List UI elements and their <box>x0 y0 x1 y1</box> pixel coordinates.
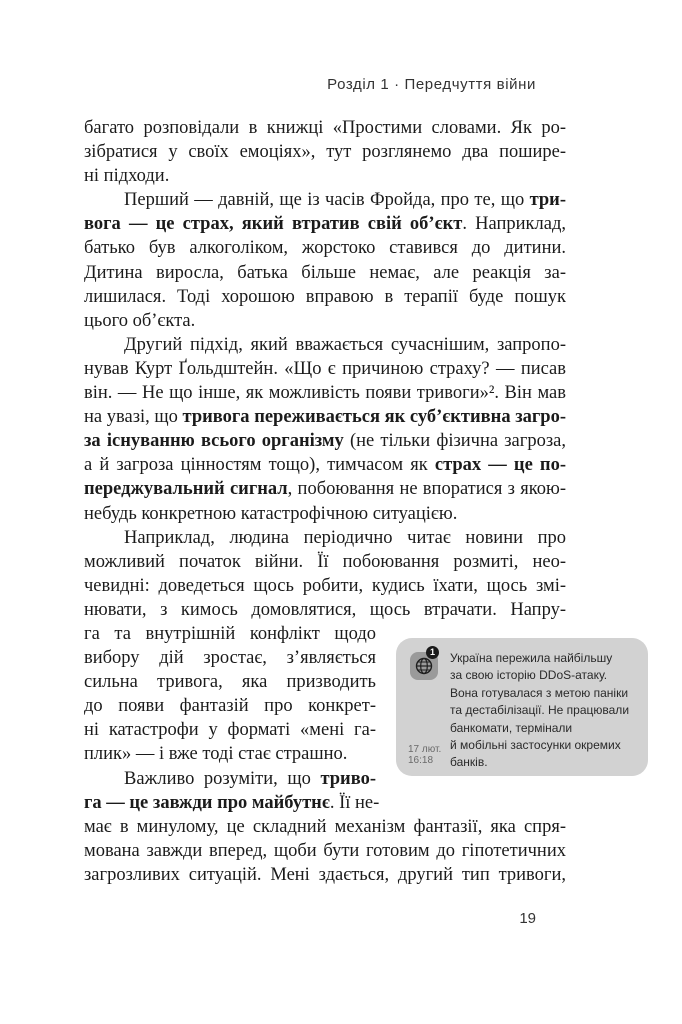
text-run: цього об’єкта. <box>84 310 196 331</box>
text-line <box>84 742 376 766</box>
text-run: багато розповідали в книжці «Простими словами. Як ро- <box>84 118 566 138</box>
text-run: лишилася. Тоді хорошою вправою в терапії буде пошук <box>84 286 566 307</box>
notification-time: 16:18 <box>408 755 434 766</box>
bold-phrase: га — це завжди про майбутнє <box>84 792 330 813</box>
text-run: ні катастрофи у форматі «мені га- <box>84 720 376 741</box>
notification-line: й мобільні застосунки окремих <box>450 738 621 753</box>
bold-phrase: три- <box>529 190 566 211</box>
notification-timestamp <box>408 744 441 766</box>
text-run: мована завжди вперед, щоби бути готовим до гіпотетичних <box>84 841 566 862</box>
text-run: га та внутрішній конфлікт щодо <box>84 624 376 644</box>
text-line <box>84 116 566 140</box>
notification-line: та дестабілізації. Не працювали <box>450 703 630 718</box>
body-text-top <box>84 116 566 622</box>
text-line <box>84 212 566 236</box>
text-line <box>84 381 566 405</box>
text-run: зібратися у своїх емоціях», тут розглянемо два пошире- <box>84 142 566 163</box>
bold-phrase: тривога переживається як суб’єктивна загро- <box>182 407 566 428</box>
text-run: (не тільки фізична загроза, <box>343 431 566 452</box>
notification-line: за свою історію DDoS-атаку. <box>450 668 608 683</box>
news-notification-card <box>396 638 648 776</box>
bold-phrase: вога — це страх, який втратив свій об’єкт <box>84 214 463 235</box>
text-run: загрозливих ситуацій. Мені здається, другий тип тривоги, <box>84 865 566 886</box>
text-line <box>84 429 566 453</box>
text-run: . Її не- <box>329 792 380 813</box>
text-line <box>84 285 566 309</box>
text-run: батько був алкоголіком, жорстоко ставився до дитини. <box>84 238 566 259</box>
text-line <box>84 333 566 357</box>
text-line <box>84 261 566 285</box>
text-line <box>84 598 566 622</box>
text-run: Дитина виросла, батька більше немає, але реакція за- <box>84 262 566 283</box>
text-run: на увазі, що <box>84 407 183 428</box>
text-run: сильна тривога, яка призводить <box>84 672 376 693</box>
text-line <box>84 140 566 164</box>
text-run: можливий початок війни. Її побоювання розмиті, нео- <box>84 551 566 572</box>
text-line <box>84 502 566 526</box>
text-line <box>84 791 380 815</box>
text-run: небудь конкретною катастрофічною ситуацією. <box>84 503 458 524</box>
text-run: Перший — давній, ще із часів Фройда, про те, що <box>124 190 530 211</box>
running-header: Розділ 1 · Передчуття війни <box>327 76 536 93</box>
notification-message <box>450 650 640 772</box>
text-line <box>84 815 566 839</box>
text-line <box>84 694 376 718</box>
bold-phrase: за існуванню всього організму <box>84 431 344 452</box>
text-line <box>84 622 376 646</box>
text-run: Другий підхід, який вважається сучаснішим, запропо- <box>124 334 566 355</box>
text-line <box>84 574 566 598</box>
text-line <box>84 477 566 501</box>
text-run: нювати, з кимось домовлятися, щось втрачати. Напру- <box>84 599 566 620</box>
text-run: плик» — і вже тоді стає страшно. <box>84 744 348 765</box>
text-run: ні підходи. <box>84 166 170 187</box>
text-run: . Наприклад, <box>462 214 566 235</box>
text-line <box>84 453 566 477</box>
page-number: 19 <box>519 910 536 927</box>
text-run: Наприклад, людина періодично читає новини про <box>124 527 566 548</box>
body-text-bottom <box>84 815 566 887</box>
text-run: він. — Не що інше, як можливість появи тривоги»². Він мав <box>84 383 566 404</box>
text-line <box>84 188 566 212</box>
text-run: до появи фантазій про конкрет- <box>84 696 376 717</box>
notification-count-badge: 1 <box>426 646 439 659</box>
notification-line: Вона готувалася з метою паніки <box>450 685 629 700</box>
text-line <box>84 309 566 333</box>
notification-line: банкомати, термінали <box>450 720 573 735</box>
text-run: має в минулому, це складний механізм фантазії, яка спря- <box>84 817 566 837</box>
text-line <box>84 550 566 574</box>
notification-line: Україна пережила найбільшу <box>450 651 613 665</box>
text-run: а й загроза цінностям тощо), тимчасом як <box>84 455 435 476</box>
text-line <box>84 718 376 742</box>
notification-date: 17 лют. <box>408 744 442 755</box>
text-run: вибору дій зростає, з’являється <box>84 648 376 669</box>
text-run: чевидні: доведеться щось робити, кудись їхати, щось змі- <box>84 575 566 596</box>
text-line <box>84 670 376 694</box>
bold-phrase: страх — це по- <box>434 455 566 476</box>
text-line <box>84 863 566 887</box>
text-line <box>84 236 566 260</box>
notification-line: банків. <box>450 755 488 770</box>
bold-phrase: переджувальний сигнал <box>84 479 288 500</box>
text-run: , побоювання не впоратися з якою- <box>287 479 566 500</box>
text-line <box>84 526 566 550</box>
text-run: нував Курт Ґольдштейн. «Що є причиною страху? — писав <box>84 358 566 379</box>
text-line <box>84 405 566 429</box>
body-text-wrapped <box>84 622 380 815</box>
bold-phrase: триво- <box>320 768 376 789</box>
text-line <box>84 646 376 670</box>
text-line <box>84 839 566 863</box>
text-line <box>84 164 566 188</box>
text-run: Важливо розуміти, що <box>124 768 321 789</box>
text-line <box>84 767 376 791</box>
text-line <box>84 357 566 381</box>
